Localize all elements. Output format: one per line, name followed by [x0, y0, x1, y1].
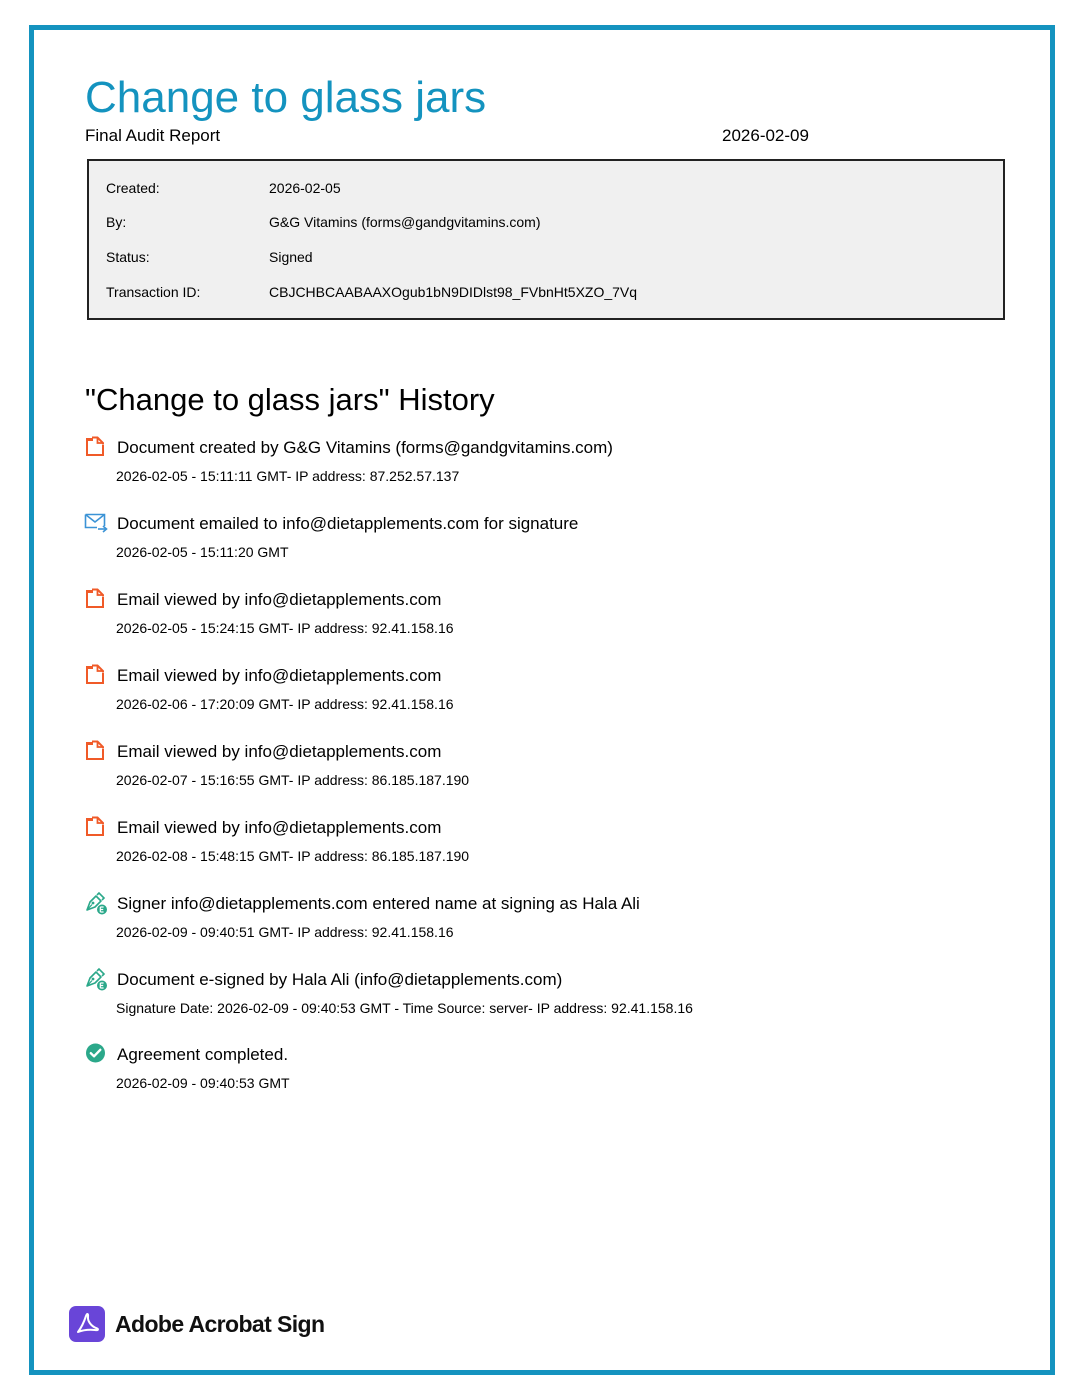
history-event [84, 511, 984, 571]
summary-value: CBJCHBCAABAAXOgub1bN9DIDlst98_FVbnHt5XZO_7Vq [269, 284, 638, 300]
history-event [84, 815, 984, 875]
summary-value: 2026-02-05 [269, 180, 341, 196]
history-event [84, 435, 984, 495]
document-icon [84, 739, 108, 763]
report-date: 2026-02-09 [722, 126, 809, 145]
summary-value: G&G Vitamins (forms@gandgvitamins.com) [269, 214, 541, 230]
history-event [84, 891, 984, 951]
event-timestamp: 2026-02-05 - 15:11:11 GMT- IP address: 87.252.57.137 [116, 468, 460, 484]
event-timestamp: 2026-02-08 - 15:48:15 GMT- IP address: 86.185.187.190 [116, 848, 470, 864]
document-icon [84, 435, 108, 459]
summary-value: Signed [269, 249, 313, 265]
email-icon [84, 511, 108, 535]
history-event [84, 1042, 984, 1102]
event-timestamp: 2026-02-09 - 09:40:51 GMT- IP address: 92.41.158.16 [116, 924, 454, 940]
event-description: Agreement completed. [117, 1045, 289, 1064]
event-description: Email viewed by info@dietapplements.com [117, 742, 442, 761]
document-title: Change to glass jars [85, 73, 487, 122]
event-timestamp: 2026-02-06 - 17:20:09 GMT- IP address: 92.41.158.16 [116, 696, 454, 712]
event-description: Document created by G&G Vitamins (forms@gandgvitamins.com) [117, 438, 613, 457]
history-event [84, 663, 984, 723]
event-timestamp: 2026-02-05 - 15:24:15 GMT- IP address: 92.41.158.16 [116, 620, 454, 636]
summary-label: Status: [106, 249, 150, 265]
summary-label: Transaction ID: [106, 284, 201, 300]
signature-pen-icon [84, 891, 108, 915]
event-description: Email viewed by info@dietapplements.com [117, 666, 442, 685]
document-icon [84, 815, 108, 839]
event-description: Document e-signed by Hala Ali (info@dietapplements.com) [117, 970, 563, 989]
event-timestamp: 2026-02-09 - 09:40:53 GMT [116, 1075, 290, 1091]
event-description: Document emailed to info@dietapplements.com for signature [117, 514, 579, 533]
document-icon [84, 587, 108, 611]
brand-name: Adobe Acrobat Sign [115, 1311, 325, 1337]
summary-label: Created: [106, 180, 160, 196]
event-timestamp: 2026-02-07 - 15:16:55 GMT- IP address: 86.185.187.190 [116, 772, 470, 788]
event-timestamp: 2026-02-05 - 15:11:20 GMT [116, 544, 289, 560]
history-event [84, 967, 984, 1027]
event-description: Email viewed by info@dietapplements.com [117, 590, 442, 609]
event-description: Signer info@dietapplements.com entered name at signing as Hala Ali [117, 894, 640, 913]
summary-label: By: [106, 214, 127, 230]
summary-box [87, 159, 1005, 320]
adobe-acrobat-logo-icon [69, 1306, 105, 1342]
report-type-label: Final Audit Report [85, 126, 221, 145]
check-circle-icon [84, 1042, 108, 1066]
event-timestamp: Signature Date: 2026-02-09 - 09:40:53 GMT - Time Source: server- IP address: 92.41.158.16 [116, 1000, 693, 1016]
document-icon [84, 663, 108, 687]
event-description: Email viewed by info@dietapplements.com [117, 818, 442, 837]
history-title: "Change to glass jars" History [85, 382, 495, 417]
signature-pen-icon [84, 967, 108, 991]
history-event [84, 587, 984, 647]
history-event [84, 739, 984, 799]
